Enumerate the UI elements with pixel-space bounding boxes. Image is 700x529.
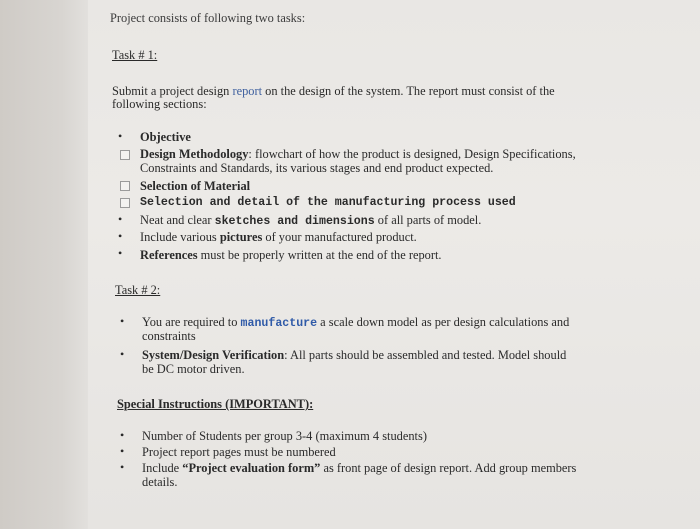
list-item-sketches: Neat and clear sketches and dimensions of all parts of model. [140,213,482,228]
list-item-manufacturing-process: Selection and detail of the manufacturing process used [140,196,516,209]
special-heading: Special Instructions (IMPORTANT): [117,397,314,411]
bullet-icon: • [118,229,123,243]
special-item-numbered: Project report pages must be numbered [142,445,336,459]
task2-item-manufacture: You are required to manufacture a scale down model as per design calculations and [142,315,570,330]
bullet-icon: • [120,314,125,328]
special-item-students: Number of Students per group 3-4 (maximum 4 students) [142,429,427,443]
task1-heading: Task # 1: [112,48,158,62]
list-item-selection-material: Selection of Material [140,179,251,193]
intro-text: Project consists of following two tasks: [110,11,306,25]
bullet-icon: • [120,460,125,474]
bullet-icon: • [118,212,123,226]
bullet-icon: • [120,444,125,458]
task2-item-verification: System/Design Verification: All parts should be assembled and tested. Model should [142,348,567,362]
checkbox-icon [120,150,130,160]
list-item-pictures: Include various pictures of your manufactured product. [140,230,417,244]
task2-item-manufacture-cont: constraints [142,329,196,343]
special-item-evaluation-form-cont: details. [142,475,178,489]
list-item-design-methodology: Design Methodology: flowchart of how the product is designed, Design Specifications, [140,147,576,161]
background-shadow [0,0,88,529]
bullet-icon: • [120,428,125,442]
list-item-references: References must be properly written at the end of the report. [140,248,442,262]
checkbox-icon [120,181,130,191]
bullet-icon: • [118,129,123,143]
list-item-design-methodology-cont: Constraints and Standards, its various stages and end product expected. [140,161,494,175]
task2-heading: Task # 2: [115,283,161,297]
task2-item-verification-cont: be DC motor driven. [142,362,245,376]
checkbox-icon [120,198,130,208]
task1-description-line2: following sections: [112,97,207,111]
bullet-icon: • [120,347,125,361]
bullet-icon: • [118,246,123,260]
task1-description-line1: Submit a project design report on the design of the system. The report must consist of the [112,84,555,98]
special-item-evaluation-form: Include “Project evaluation form” as front page of design report. Add group members [142,461,577,475]
list-item-objective: Objective [140,130,191,144]
